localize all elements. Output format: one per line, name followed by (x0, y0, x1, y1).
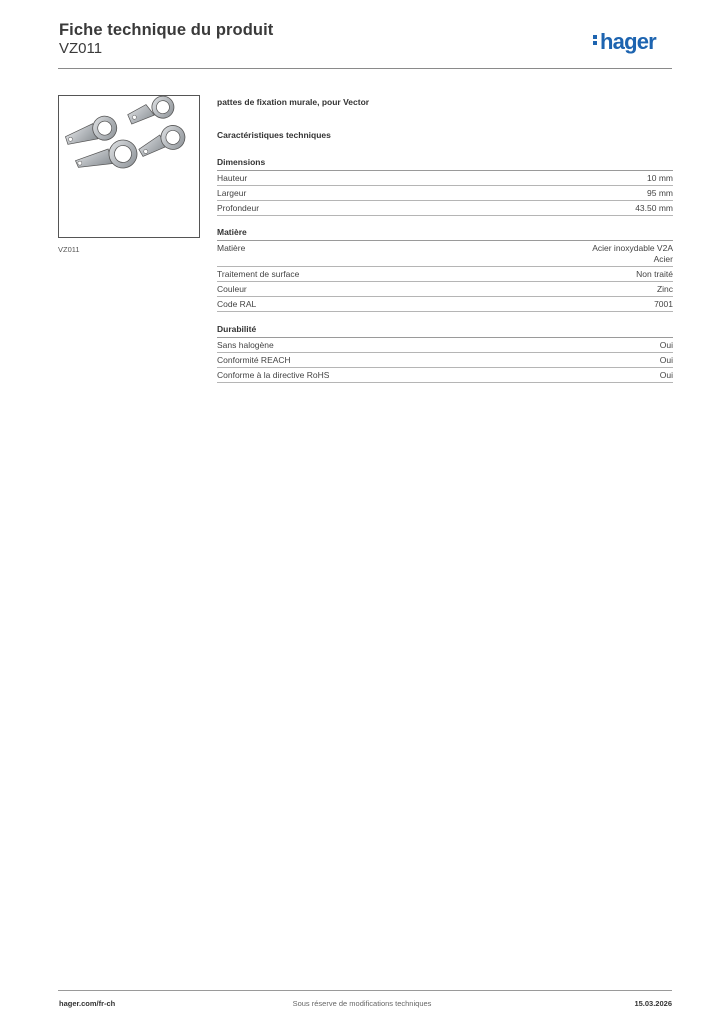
logo-text: hager (600, 29, 656, 54)
spec-row (217, 201, 673, 216)
spec-label: Profondeur (217, 202, 260, 213)
spec-row (217, 186, 673, 201)
spec-content (217, 97, 673, 383)
spec-row (217, 241, 673, 267)
tech-heading: Caractéristiques techniques (217, 130, 331, 140)
spec-value: Non traité (636, 268, 673, 279)
spec-label: Couleur (217, 283, 247, 294)
spec-value: 10 mm (647, 172, 673, 183)
spec-row (217, 368, 673, 383)
product-code: VZ011 (59, 40, 103, 57)
hager-logo (593, 29, 656, 55)
logo-dots-icon (593, 33, 598, 47)
page-title: Fiche technique du produit (59, 21, 274, 39)
section-materiau (217, 227, 673, 312)
spec-value: Oui (659, 354, 673, 365)
spec-value: Acier inoxydable V2A Acier (592, 242, 673, 264)
section-title: Matière (217, 227, 673, 241)
spec-row (217, 353, 673, 368)
wall-mounting-brackets-image (59, 96, 199, 237)
section-dimensions (217, 157, 673, 216)
spec-label: Matière (217, 242, 246, 253)
footer-website-link[interactable]: hager.com/fr-ch (59, 999, 116, 1008)
spec-label: Traitement de surface (217, 268, 300, 279)
product-description: pattes de fixation murale, pour Vector (217, 97, 370, 107)
section-durabilite (217, 324, 673, 383)
footer-divider (58, 990, 672, 991)
spec-label: Code RAL (217, 298, 257, 309)
spec-value: 7001 (654, 298, 673, 309)
section-title: Durabilité (217, 324, 673, 338)
spec-row (217, 171, 673, 186)
spec-row (217, 297, 673, 312)
section-title: Dimensions (217, 157, 673, 171)
spec-value: 95 mm (647, 187, 673, 198)
product-image (58, 95, 200, 238)
spec-label: Conformité REACH (217, 354, 291, 365)
spec-row (217, 338, 673, 353)
spec-value: Zinc (656, 283, 673, 294)
spec-row (217, 267, 673, 282)
spec-row (217, 282, 673, 297)
spec-label: Conforme à la directive RoHS (217, 369, 330, 380)
footer-disclaimer: Sous réserve de modifications techniques (292, 999, 432, 1008)
footer-date: 15.03.2026 (634, 999, 672, 1008)
spec-label: Largeur (217, 187, 247, 198)
spec-value: 43.50 mm (635, 202, 673, 213)
spec-value: Oui (659, 369, 673, 380)
header-divider (58, 68, 672, 69)
spec-label: Sans halogène (217, 339, 274, 350)
spec-value: Oui (659, 339, 673, 350)
image-caption: VZ011 (58, 245, 80, 254)
spec-label: Hauteur (217, 172, 248, 183)
